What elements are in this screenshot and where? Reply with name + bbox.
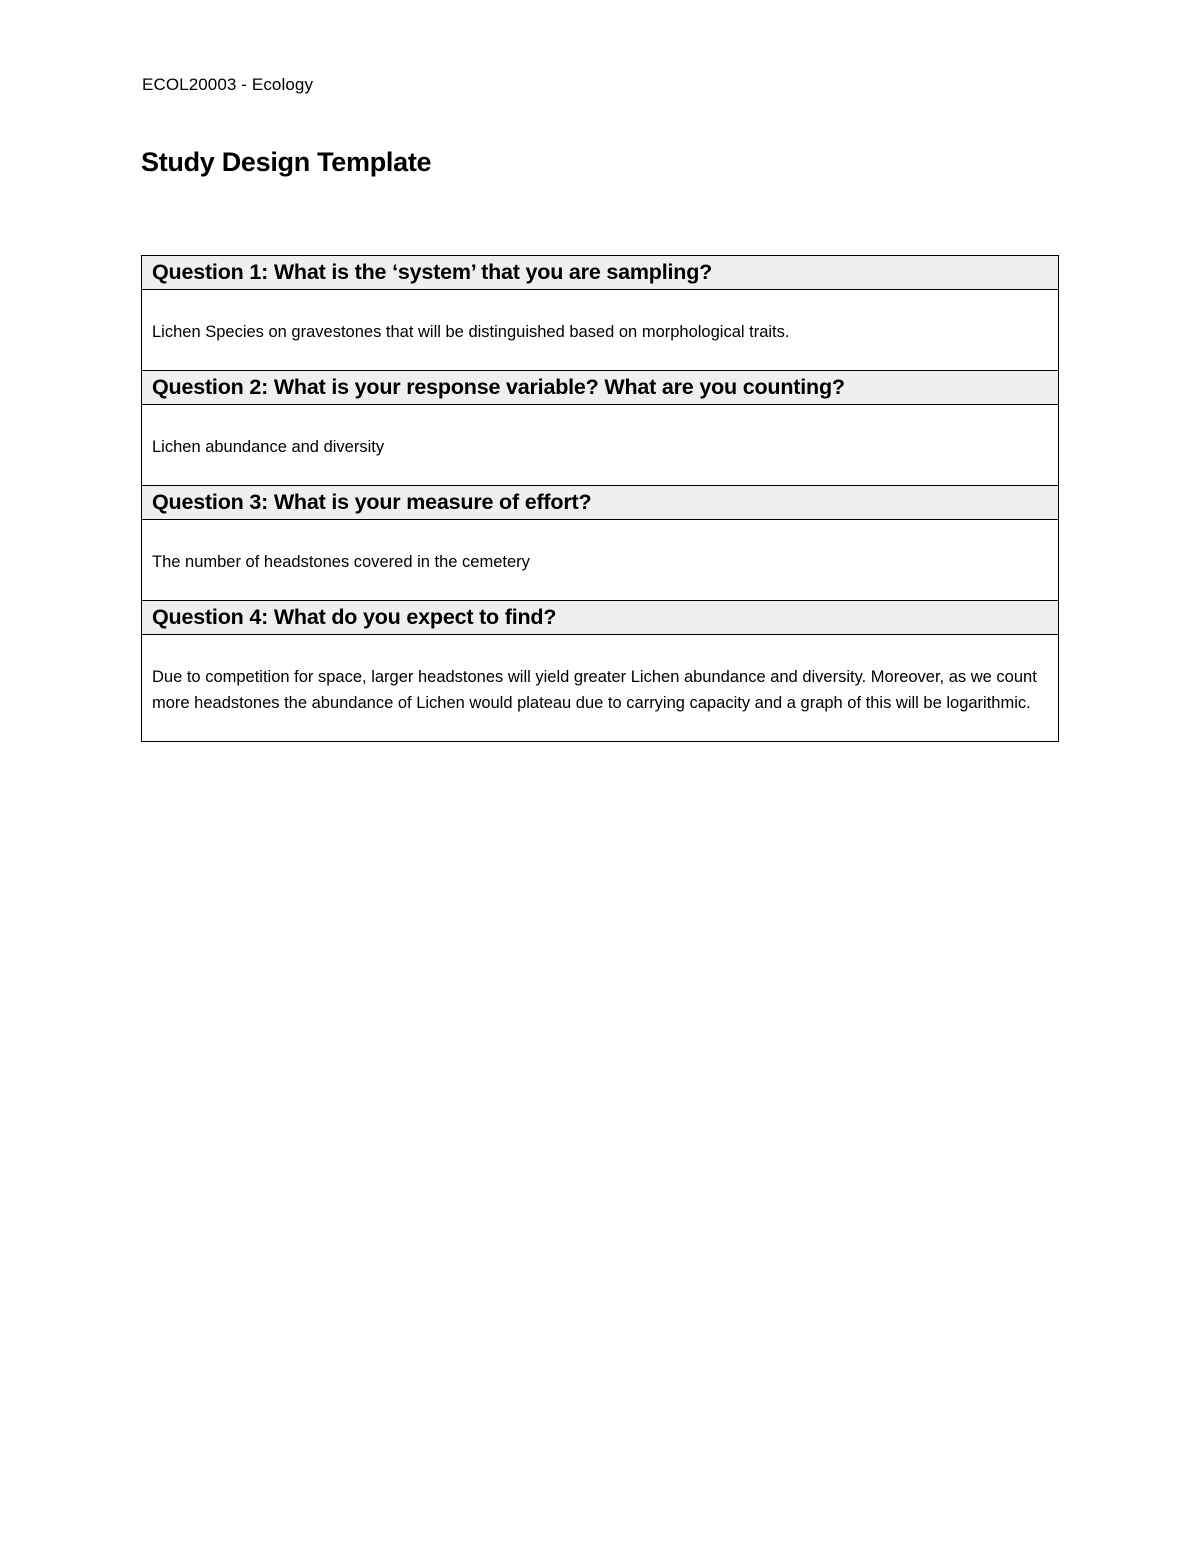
answer-4-cell[interactable] — [142, 635, 1059, 742]
question-4-heading: Question 4: What do you expect to find? — [142, 601, 1059, 635]
answer-3-cell[interactable] — [142, 520, 1059, 601]
question-row-4 — [142, 601, 1059, 635]
question-row-3 — [142, 486, 1059, 520]
answer-row-3 — [142, 520, 1059, 601]
answer-1-cell[interactable] — [142, 290, 1059, 371]
question-row-2 — [142, 371, 1059, 405]
question-1-heading: Question 1: What is the ‘system’ that you are sampling? — [142, 256, 1059, 290]
study-design-table — [141, 255, 1059, 742]
question-2-heading: Question 2: What is your response variable? What are you counting? — [142, 371, 1059, 405]
answer-row-2 — [142, 405, 1059, 486]
answer-4-text: Due to competition for space, larger headstones will yield greater Lichen abundance and diversity. Moreover, as we count more headstones the abundance of Lichen would plateau due to carrying capacity and a graph of this will be logarithmic. — [152, 668, 1037, 712]
answer-row-4 — [142, 635, 1059, 742]
answer-2-text: Lichen abundance and diversity — [152, 438, 385, 456]
document-title: Study Design Template — [141, 147, 432, 177]
question-row-1 — [142, 256, 1059, 290]
answer-1-text: Lichen Species on gravestones that will be distinguished based on morphological traits. — [152, 323, 790, 341]
answer-3-text: The number of headstones covered in the cemetery — [152, 553, 530, 571]
answer-2-cell[interactable] — [142, 405, 1059, 486]
course-code-header: ECOL20003 - Ecology — [142, 75, 314, 94]
question-3-heading: Question 3: What is your measure of effort? — [142, 486, 1059, 520]
answer-row-1 — [142, 290, 1059, 371]
